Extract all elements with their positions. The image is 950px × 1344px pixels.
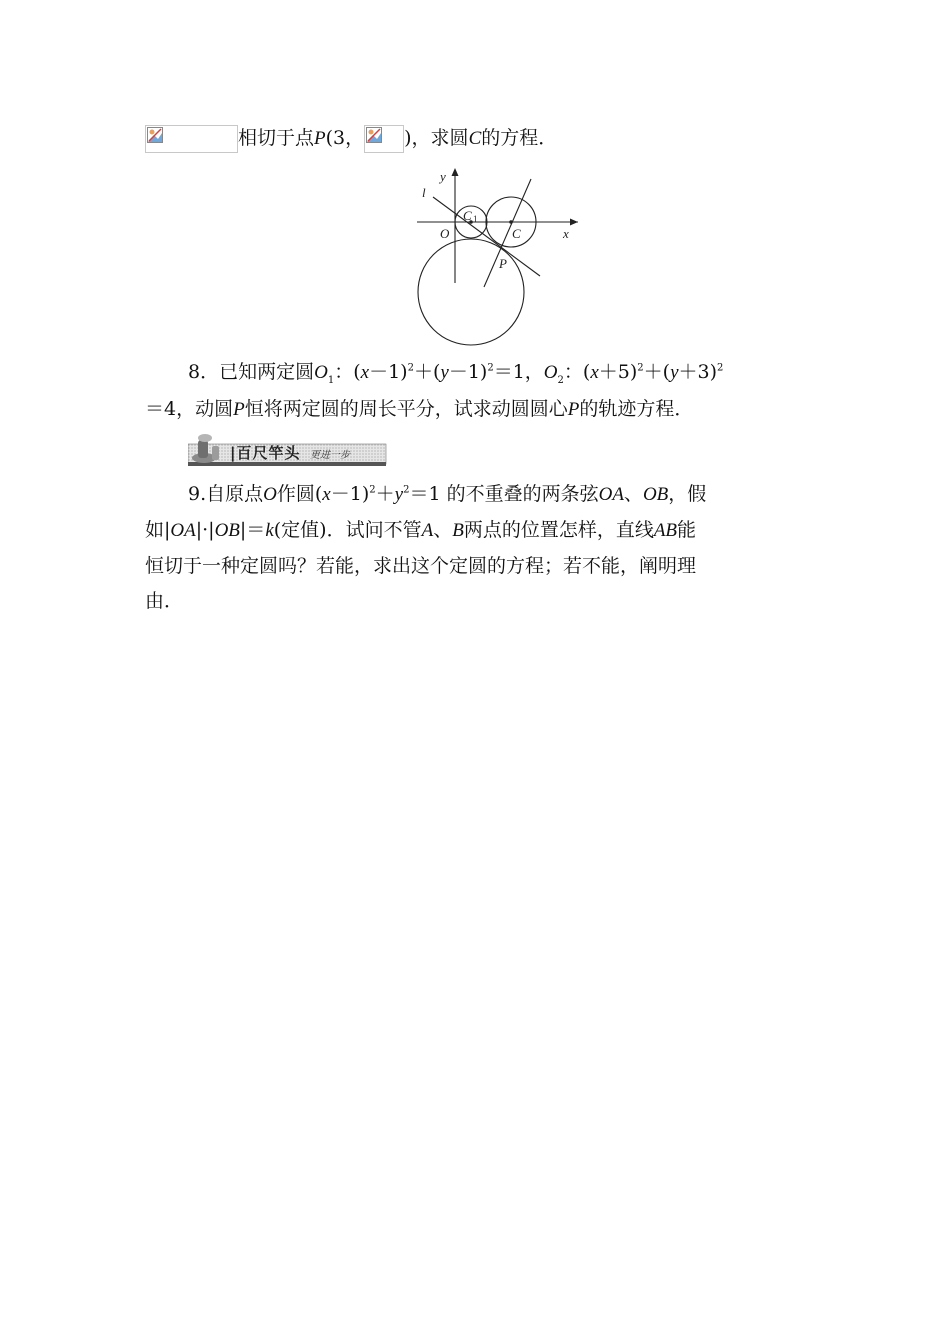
- y-axis-label: y: [440, 169, 446, 184]
- broken-image-placeholder: [364, 125, 404, 153]
- q9-text: 两点的位置怎样，直线: [463, 519, 654, 541]
- q8-eq: ＋3): [678, 361, 718, 383]
- q8-eq: －1): [448, 361, 488, 383]
- q9-text: －1): [330, 483, 370, 505]
- c1-subscript: 1: [473, 214, 478, 224]
- broken-image-icon: [366, 127, 382, 143]
- q8-point-p: P: [233, 399, 245, 420]
- q9-exp: 2: [403, 484, 410, 496]
- q9-const-k: k: [265, 520, 274, 541]
- broken-image-placeholder: [145, 125, 238, 153]
- q9-point-a: A: [421, 520, 434, 541]
- origin-label: O: [440, 226, 450, 241]
- q9-text: |·|: [195, 519, 215, 541]
- q8-var-x: x: [590, 362, 599, 383]
- x-axis-label: x: [563, 226, 569, 241]
- q7-text-a: 相切于点: [238, 127, 315, 149]
- q9-text: 如|: [145, 519, 171, 541]
- q7-circle-c: C: [468, 128, 482, 149]
- banner-subtitle: 更进一步: [310, 450, 350, 461]
- q9-exp: 2: [369, 484, 376, 496]
- q9-chord-oa: OA: [170, 520, 196, 541]
- q9-var-x: x: [322, 484, 331, 505]
- q8-eq: ：(: [563, 361, 591, 383]
- q9-chord-ob: OB: [214, 520, 240, 541]
- q8-number-text: 8．已知两定圆: [188, 361, 315, 383]
- q9-text: 、: [623, 483, 643, 505]
- q8-o2-sub: 2: [557, 374, 564, 386]
- section-banner: [188, 432, 388, 468]
- geometry-figure: [405, 165, 585, 350]
- q8-exp: 2: [407, 362, 414, 374]
- q7-tail-line: [145, 124, 810, 153]
- q9-line-4: 由．: [145, 590, 184, 612]
- y-axis-arrow: [452, 168, 459, 176]
- q9-text: |＝: [239, 519, 266, 541]
- q7-p-coords: (3，: [325, 127, 365, 149]
- q9-line-2: [145, 516, 810, 545]
- q9-text: ，假: [668, 483, 707, 505]
- q8-o2: O: [543, 362, 558, 383]
- q9-text: ＝1 的不重叠的两条弦: [409, 483, 599, 505]
- q9-line-3: 恒切于一种定圆吗？若能，求出这个定圆的方程；若不能，阐明理: [145, 555, 697, 577]
- large-circle: [418, 239, 524, 345]
- q8-exp: 2: [487, 362, 494, 374]
- q8-var-y: y: [440, 362, 449, 383]
- q9-text: ＋: [375, 483, 395, 505]
- broken-image-icon: [147, 127, 163, 143]
- q8-point-p: P: [567, 399, 580, 420]
- q9-line-ab: AB: [653, 520, 678, 541]
- q7-point-p: P: [314, 128, 326, 149]
- q7-text-c: 的方程．: [481, 127, 558, 149]
- q9-point-o: O: [263, 484, 277, 505]
- q8-eq: ＋(: [643, 361, 671, 383]
- q9-text: 、: [433, 519, 453, 541]
- q8-exp: 2: [637, 362, 644, 374]
- q8-line-2: [145, 395, 810, 424]
- q8-o1: O: [314, 362, 328, 383]
- q8-var-x: x: [360, 362, 370, 383]
- q8-var-y: y: [670, 362, 679, 383]
- q9-text: 9.自原点: [188, 483, 264, 505]
- q9-text: 作圆(: [276, 483, 323, 505]
- q9-text: 能: [677, 519, 697, 541]
- q8-eq: －1): [369, 361, 408, 383]
- q8-eq: ＋5): [598, 361, 638, 383]
- c-label: C: [512, 226, 521, 241]
- q8-eq: ＋(: [413, 361, 441, 383]
- q8-o1-sub: 1: [327, 374, 335, 386]
- q9-point-b: B: [452, 520, 464, 541]
- p-label: P: [499, 256, 507, 271]
- q9-chord-oa: OA: [598, 484, 624, 505]
- q8-text: ＝4，动圆: [145, 398, 234, 420]
- x-axis-arrow: [570, 219, 578, 226]
- q8-text: 的轨迹方程．: [579, 398, 694, 420]
- q9-line-1: [188, 480, 810, 509]
- q7-text-b: )，求圆: [404, 127, 469, 149]
- banner-title: |百尺竿头: [230, 444, 301, 462]
- line-through-p: [484, 179, 531, 287]
- q8-text: 恒将两定圆的周长平分，试求动圆圆心: [244, 398, 568, 420]
- q8-line-1: [188, 358, 810, 387]
- center-c-dot: [509, 220, 513, 224]
- q8-eq: ＝1，: [493, 361, 544, 383]
- q9-chord-ob: OB: [642, 484, 669, 505]
- q9-text: (定值)．试问不管: [273, 519, 422, 541]
- q8-eq: ：(: [334, 361, 361, 383]
- line-l-label: l: [422, 185, 426, 200]
- q8-exp: 2: [717, 362, 724, 374]
- q9-var-y: y: [394, 484, 404, 505]
- c1-label: C: [463, 208, 472, 223]
